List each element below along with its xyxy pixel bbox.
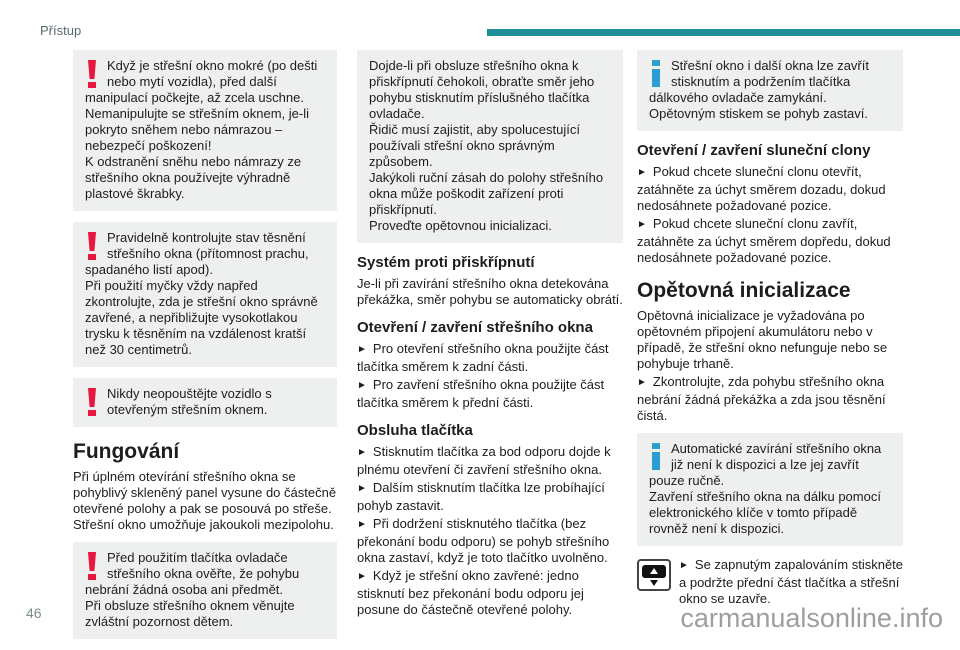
bullet-text: Při dodržení stisknutého tlačítka (bez překonání bodu odporu) se pohyb střešního okna zastaví, když je toto tlačítko uvolněno. — [357, 516, 610, 565]
info-box — [637, 50, 903, 131]
warning-text: Nemanipulujte se střešním oknem, je-li pokryto sněhem nebo námrazou – nebezpečí poškození! — [85, 106, 309, 153]
info-box — [637, 433, 903, 546]
bullet-text: Pokud chcete sluneční clonu zavřít, zatáhněte za úchyt směrem dopředu, dokud nedosáhnete požadované pozice. — [637, 216, 891, 265]
bullet-text: Stisknutím tlačítka za bod odporu dojde k plnému otevření či zavření střešního okna. — [357, 444, 611, 477]
bullet-item — [637, 374, 903, 424]
section-title: Fungování — [73, 440, 180, 463]
info-text: Zavření střešního okna na dálku pomocí elektronického klíče v tomto případě rovněž není k dispozici. — [649, 489, 881, 536]
subsection-title: Otevření / zavření střešního okna — [357, 319, 593, 336]
bullet-item — [357, 480, 623, 514]
bullet-item — [357, 516, 623, 566]
warning-box — [73, 50, 337, 211]
page-number: 46 — [26, 605, 42, 621]
info-icon — [652, 60, 660, 88]
middle-column — [357, 50, 623, 620]
note-box — [357, 50, 623, 243]
warning-text: K odstranění sněhu nebo námrazy ze střešního okna používejte výhradně plastové škrabky. — [85, 154, 302, 201]
section-title: Opětovná inicializace — [637, 279, 851, 302]
bullet-text: Pro zavření střešního okna použijte část tlačítka směrem k přední části. — [357, 377, 605, 410]
bullet-text: Dalším stisknutím tlačítka lze probíhající pohyb zastavit. — [357, 480, 605, 513]
note-text: Dojde-li při obsluze střešního okna k přiskřípnutí čehokoli, obraťte směr jeho pohybu stisknutím příslušného tlačítka ovladače. — [369, 58, 595, 121]
breadcrumb: Přístup — [40, 23, 82, 38]
bullet-item — [357, 444, 623, 478]
bullet-arrow-icon: ► — [357, 571, 367, 582]
bullet-arrow-icon: ► — [679, 560, 689, 571]
bullet-arrow-icon: ► — [357, 483, 367, 494]
subsection-title: Obsluha tlačítka — [357, 422, 473, 439]
bullet-arrow-icon: ► — [357, 447, 367, 458]
info-text: Automatické zavírání střešního okna již není k dispozici a lze jej zavřít pouze ručně. — [649, 441, 882, 488]
warning-text: Před použitím tlačítka ovladače střešního okna ověřte, že pohybu nebrání žádná osoba ani předmět. — [85, 550, 300, 597]
bullet-text: Se zapnutým zapalováním stiskněte a podržte přední část tlačítka a střešní okno se uzavře. — [679, 557, 903, 606]
bullet-arrow-icon: ► — [357, 519, 367, 530]
bullet-arrow-icon: ► — [357, 380, 367, 391]
paragraph: Je-li při zavírání střešního okna detekována překážka, směr pohybu se automaticky obrátí. — [357, 276, 623, 307]
note-text: Jakýkoli ruční zásah do polohy střešního okna může poškodit zařízení proti přiskřípnutí. — [369, 170, 604, 217]
bullet-arrow-icon: ► — [637, 377, 647, 388]
warning-text: Když je střešní okno mokré (po dešti nebo mytí vozidla), před další manipulací počkejte, až zcela uschne. — [85, 58, 318, 105]
sunroof-switch-icon — [637, 559, 671, 591]
warning-box — [73, 222, 337, 367]
warning-icon — [88, 552, 96, 582]
watermark: carmanualsonline.info — [680, 603, 943, 633]
bullet-item — [357, 341, 623, 375]
paragraph: Při úplném otevírání střešního okna se pohyblivý skleněný panel vysune do částečně otevřené polohy a pak se posouvá po střeše. Střešní okno umožňuje jakoukoli mezipolohu. — [73, 469, 337, 532]
paragraph: Opětovná inicializace je vyžadována po opětovném připojení akumulátoru nebo v případě, že střešní okno nefunguje nebo se pohybuje trhaně. — [637, 308, 888, 371]
right-column — [637, 50, 903, 609]
note-text: Řidič musí zajistit, aby spolucestující používali střešní okno správným způsobem. — [369, 122, 580, 169]
subsection-title: Otevření / zavření sluneční clony — [637, 142, 871, 159]
bullet-text: Zkontrolujte, zda pohybu střešního okna nebrání žádná překážka a zda jsou těsnění čistá. — [637, 374, 886, 423]
info-text: Opětovným stiskem se pohyb zastaví. — [649, 106, 868, 121]
bullet-item — [357, 568, 623, 618]
bullet-item — [637, 164, 903, 214]
bullet-arrow-icon: ► — [357, 344, 367, 355]
bullet-text: Když je střešní okno zavřené: jedno stisknutí bez překonání bodu odporu jej posune do částečně otevřené polohy. — [357, 568, 584, 617]
warning-box — [73, 378, 337, 427]
bullet-item — [357, 377, 623, 411]
bullet-arrow-icon: ► — [637, 167, 647, 178]
bullet-text: Pro otevření střešního okna použijte část tlačítka směrem k zadní části. — [357, 341, 609, 374]
bullet-text: Pokud chcete sluneční clonu otevřít, zatáhněte za úchyt směrem dozadu, dokud nedosáhnete požadované pozice. — [637, 164, 886, 213]
info-text: Střešní okno i další okna lze zavřít stisknutím a podržením tlačítka dálkového ovladače zamykání. — [649, 58, 869, 105]
subsection-title: Systém proti přiskřípnutí — [357, 254, 535, 271]
info-icon — [652, 443, 660, 471]
warning-box — [73, 542, 337, 639]
left-column — [73, 50, 337, 650]
warning-text: Při použití myčky vždy napřed zkontrolujte, zda je střešní okno správně zavřené, a nepřibližujte vysokotlakou trysku k těsněním na vzdálenost kratší než 30 centimetrů. — [85, 278, 318, 357]
switch-note — [637, 557, 903, 609]
warning-text: Pravidelně kontrolujte stav těsnění střešního okna (přítomnost prachu, spadaného listí apod). — [85, 230, 309, 277]
note-text: Proveďte opětovnou inicializaci. — [369, 218, 552, 233]
warning-icon — [88, 388, 96, 418]
bullet-item — [637, 557, 903, 607]
bullet-arrow-icon: ► — [637, 219, 647, 230]
section-accent-bar — [487, 29, 960, 36]
warning-icon — [88, 60, 96, 90]
warning-text: Nikdy neopouštějte vozidlo s otevřeným střešním oknem. — [107, 386, 272, 417]
bullet-item — [637, 216, 903, 266]
warning-icon — [88, 232, 96, 262]
warning-text: Při obsluze střešního oknem věnujte zvláštní pozornost dětem. — [85, 598, 295, 629]
